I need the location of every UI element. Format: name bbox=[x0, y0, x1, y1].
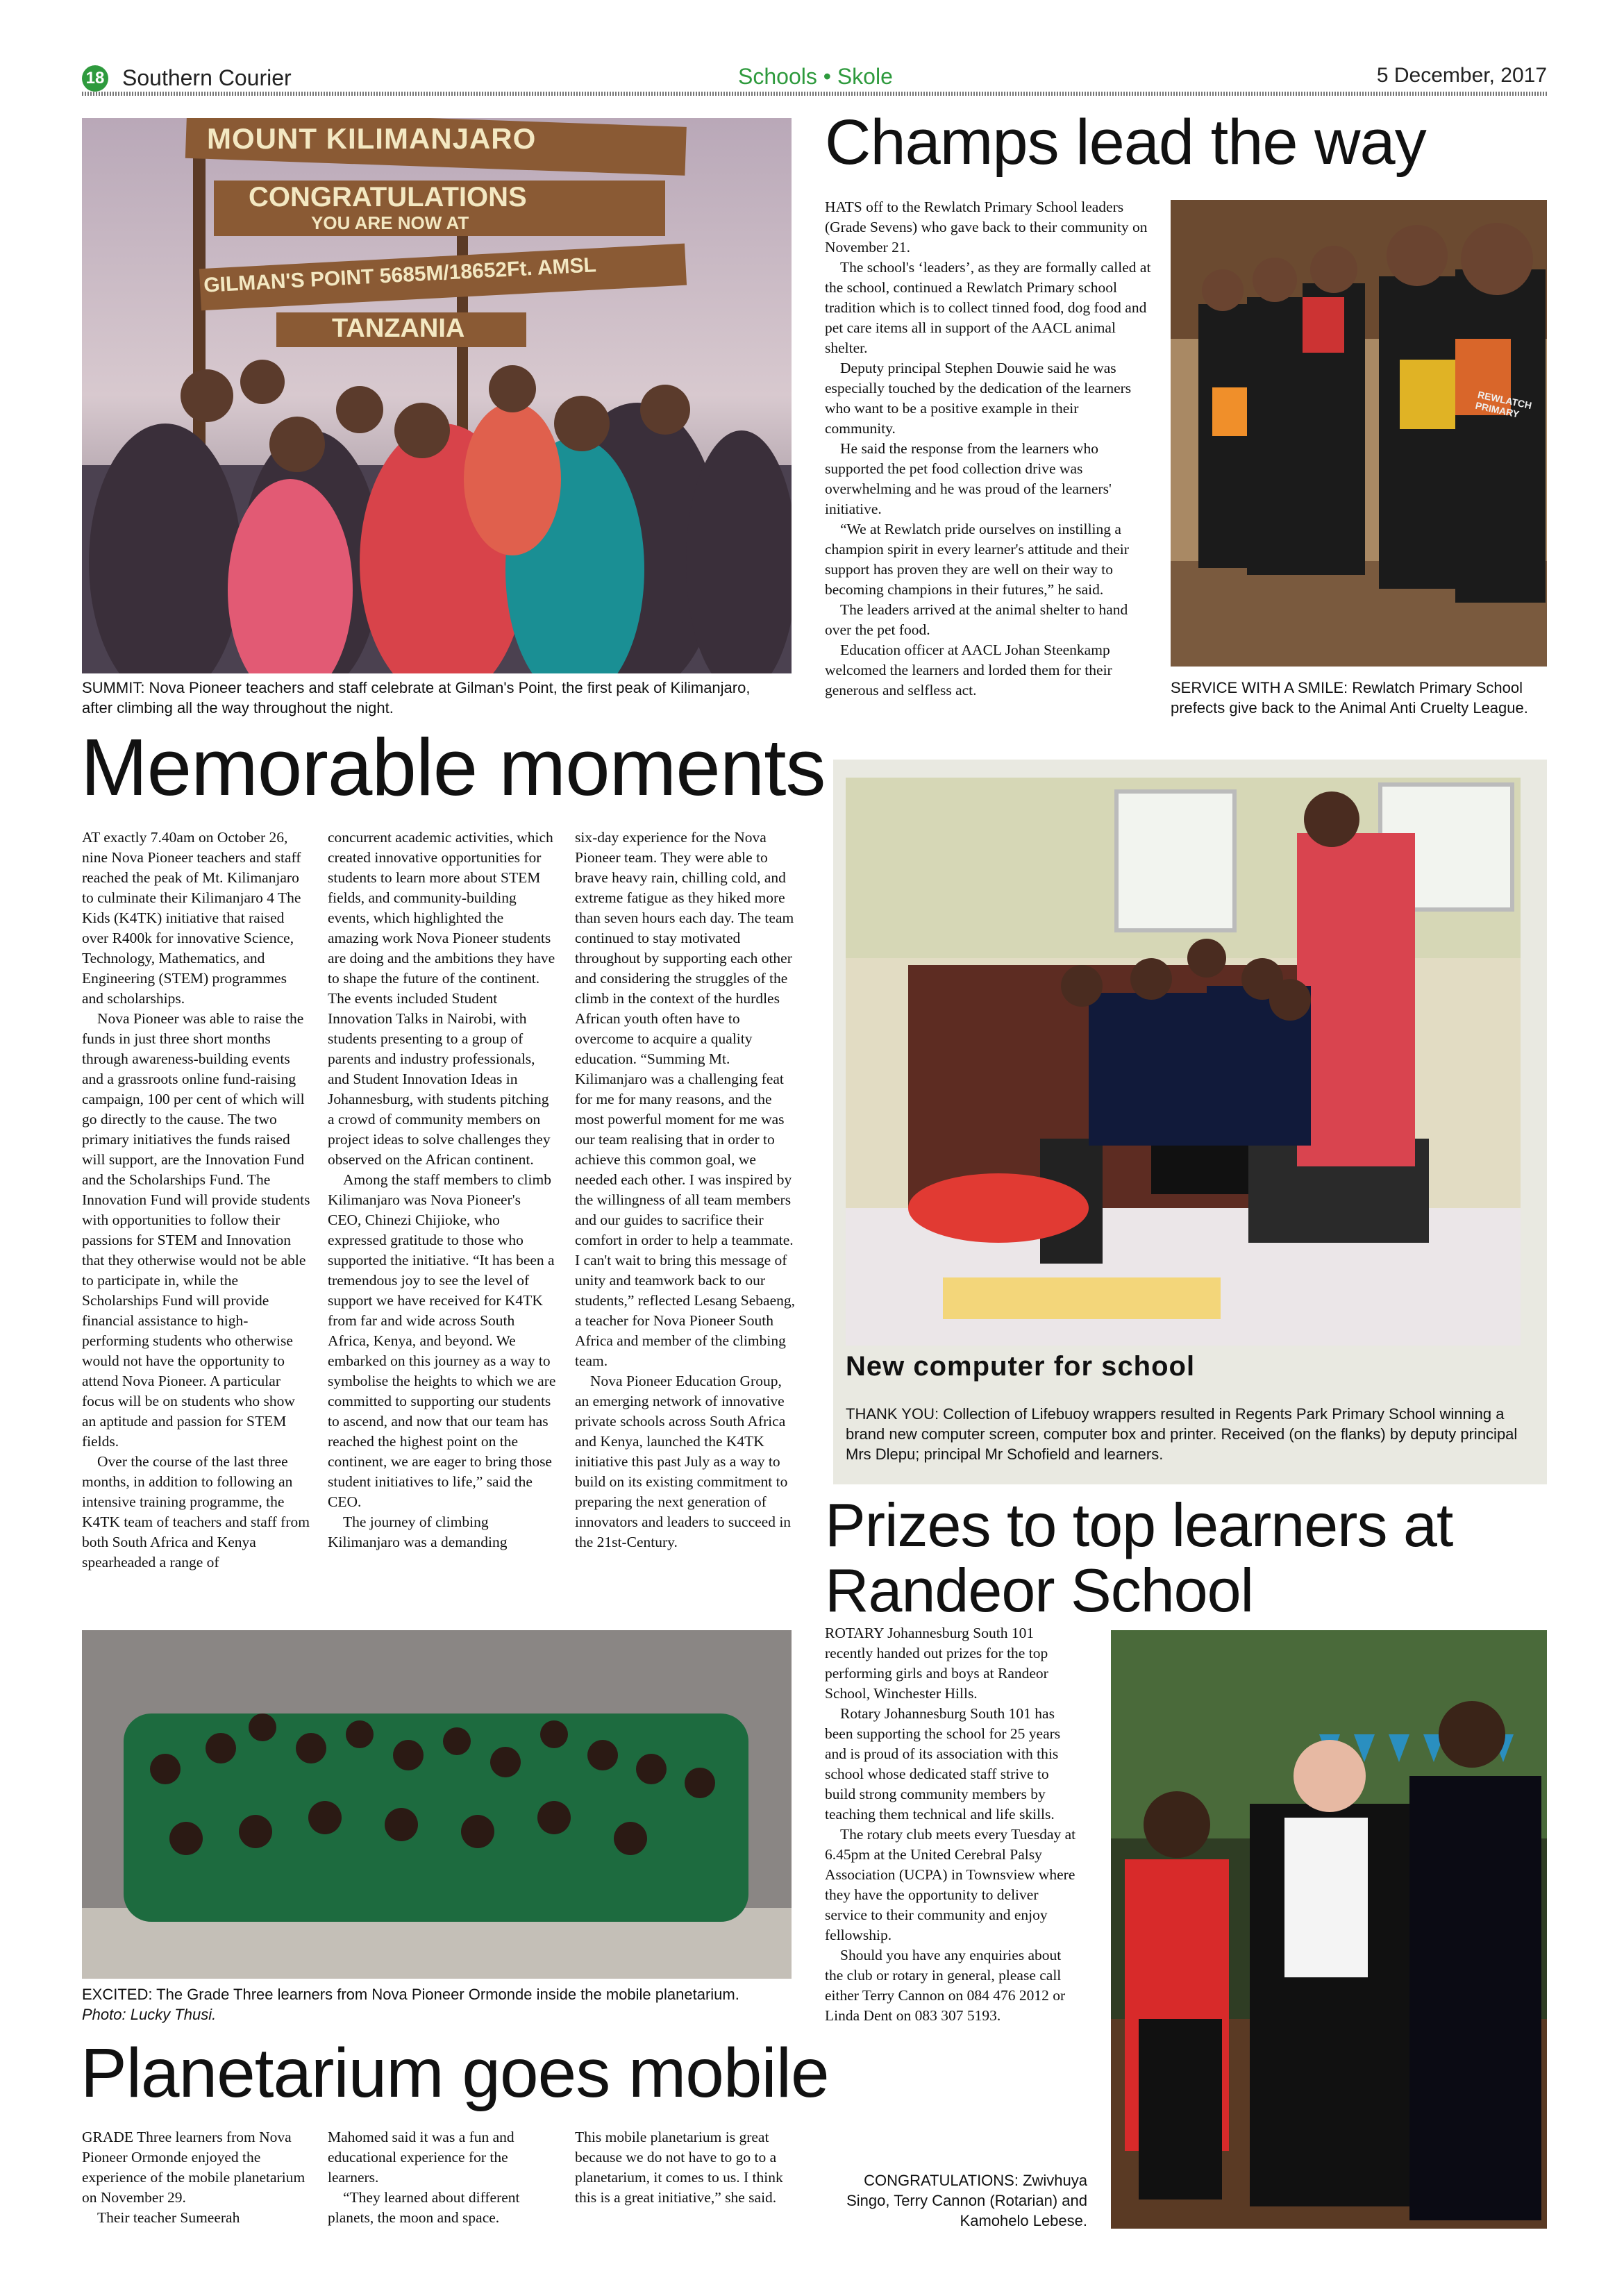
planetarium-caption bbox=[82, 1984, 783, 2025]
memorable-moments-headline: Memorable moments bbox=[81, 722, 826, 812]
memorable-para: Nova Pioneer was able to raise the funds in just three short months through awareness-building events and a grassroots online fund-raising campaign, 100 per cent of which will go directly to the cause. The two primary initiatives the funds raised will support, are the Innovation Fund and the Scholarships Fund. The Innovation Fund will provide students with opportunities to follow their passions for STEM and Innovation that they otherwise would not be able to participate in, while the Scholarships Fund will provide financial assistance to high-performing students who otherwise would not have the opportunity to attend Nova Pioneer. A particular focus will be on students who show an aptitude and passion for STEM fields. bbox=[82, 1010, 310, 1450]
sign-text-mount-kilimanjaro: MOUNT KILIMANJARO bbox=[207, 122, 537, 155]
planetarium-caption-text: EXCITED: The Grade Three learners from Nova Pioneer Ormonde inside the mobile planetarium. bbox=[82, 1986, 739, 2003]
rewlatch-prefects-photo bbox=[1171, 200, 1547, 667]
shirt-text-rewlatch: REWLATCH PRIMARY bbox=[1474, 389, 1533, 420]
memorable-para: Over the course of the last three months, in addition to following an intensive training programme, the K4TK team of teachers and staff from both South Africa and Kenya spearheaded a range of bbox=[82, 1453, 310, 1570]
memorable-para: Nova Pioneer Education Group, an emerging network of innovative private schools across South Africa and Kenya, launched the K4TK initiative this past July as a way to build on its existing commitment to preparing the next generation of innovators and leaders to succeed in the 21st-Century. bbox=[575, 1373, 792, 1550]
champs-para: The school's ‘leaders’, as they are formally called at the school, continued a Rewlatch Primary school tradition which is to collect tinned food, dog food and pet care items all in support of the AACL animal shelter. bbox=[825, 259, 1151, 356]
planetarium-para: This mobile planetarium is great because we do not have to go to a planetarium, it comes to us. I think this is a great initiative,” she said. bbox=[575, 2129, 783, 2206]
sign-text-congratulations: CONGRATULATIONS bbox=[249, 182, 527, 212]
computer-caption: THANK YOU: Collection of Lifebuoy wrappers resulted in Regents Park Primary School winning a brand new computer screen, computer box and printer. Received (on the flanks) by deputy principal Mrs Dlepu; principal Mr Schofield and learners. bbox=[846, 1405, 1518, 1463]
champs-headline: Champs lead the way bbox=[825, 107, 1426, 178]
planetarium-column-3 bbox=[575, 2127, 804, 2208]
memorable-column-2 bbox=[328, 828, 557, 1552]
memorable-para: AT exactly 7.40am on October 26, nine Nova Pioneer teachers and staff reached the peak of Mt. Kilimanjaro to culminate their Kilimanjaro 4 The Kids (K4TK) initiative that raised over R400k for innovative Science, Technology, Mathematics, and Engineering (STEM) programmes and scholarships. bbox=[82, 829, 301, 1007]
champs-para: He said the response from the learners who supported the pet food collection drive was overwhelming and he was proud of the learners' initiative. bbox=[825, 440, 1112, 517]
planetarium-para: Their teacher Sumeerah bbox=[97, 2209, 240, 2226]
champs-para: The leaders arrived at the animal shelter to hand over the pet food. bbox=[825, 601, 1128, 638]
memorable-column-3 bbox=[575, 828, 797, 1552]
prizes-body bbox=[825, 1623, 1082, 2026]
computer-headline: New computer for school bbox=[846, 1351, 1196, 1382]
masthead-rule bbox=[82, 92, 1547, 96]
sign-text-gilmans-point: GILMAN'S POINT 5685M/18652Ft. AMSL bbox=[203, 253, 597, 297]
champs-para: HATS off to the Rewlatch Primary School leaders (Grade Sevens) who gave back to their community on November 21. bbox=[825, 199, 1148, 255]
page-number: 18 bbox=[85, 69, 105, 87]
prizes-para: Should you have any enquiries about the club or rotary in general, please call either Terry Cannon on 084 476 2012 or Linda Dent on 083 307 5193. bbox=[825, 1947, 1066, 2024]
planetarium-para: Mahomed said it was a fun and educational experience for the learners. bbox=[328, 2129, 514, 2186]
issue-date: 5 December, 2017 bbox=[1376, 64, 1547, 87]
sign-text-tanzania: TANZANIA bbox=[332, 314, 465, 343]
masthead bbox=[82, 62, 1547, 94]
planetarium-photo bbox=[82, 1630, 792, 1979]
planetarium-photo-credit: Photo: Lucky Thusi. bbox=[82, 2006, 217, 2023]
sign-text-you-are-now-at: YOU ARE NOW AT bbox=[311, 212, 469, 233]
champs-para: “We at Rewlatch pride ourselves on instilling a champion spirit in every learner's attitude and their support has proven they are well on their way to becoming champions in their futures,” he said. bbox=[825, 521, 1129, 598]
randeor-prize-photo bbox=[1111, 1630, 1547, 2229]
prizes-para: Rotary Johannesburg South 101 has been supporting the school for 25 years and is proud of its association with this school whose dedicated staff strive to build strong community members by teaching them technical and life skills. bbox=[825, 1705, 1061, 1822]
memorable-column-1 bbox=[82, 828, 311, 1573]
kilimanjaro-summit-photo bbox=[82, 118, 792, 673]
memorable-para: The journey of climbing Kilimanjaro was a demanding bbox=[328, 1514, 508, 1550]
planetarium-column-2 bbox=[328, 2127, 557, 2228]
prizes-headline: Prizes to top learners at Randeor School bbox=[825, 1491, 1453, 1625]
randeor-caption: CONGRATULATIONS: Zwivhuya Singo, Terry Cannon (Rotarian) and Kamohelo Lebese. bbox=[846, 2172, 1087, 2229]
planetarium-para: GRADE Three learners from Nova Pioneer Ormonde enjoyed the experience of the mobile planetarium on November 29. bbox=[82, 2129, 305, 2206]
champs-para: Deputy principal Stephen Douwie said he was especially touched by the dedication of the learners who want to be a positive example in their community. bbox=[825, 360, 1132, 437]
section-name: Schools • Skole bbox=[738, 64, 893, 89]
champs-body bbox=[825, 197, 1151, 701]
page-number-badge bbox=[82, 65, 108, 92]
champs-para: Education officer at AACL Johan Steenkamp welcomed the learners and lorded them for their generous and selfless act. bbox=[825, 642, 1112, 698]
memorable-para: concurrent academic activities, which created innovative opportunities for students to learn more about STEM fields, and community-building events, which highlighted the amazing work Nova Pioneer students are doing and the ambitions they have to shape the future of the continent. The events included Student Innovation Talks in Nairobi, with students presenting to a group of parents and industry professionals, and Student Innovation Ideas in Johannesburg, with students pitching a crowd of community members on project ideas to solve challenges they observed on the African continent. bbox=[328, 829, 555, 1168]
publication-name: Southern Courier bbox=[122, 65, 292, 90]
rewlatch-caption: SERVICE WITH A SMILE: Rewlatch Primary School prefects give back to the Animal Anti Cruelty League. bbox=[1171, 679, 1528, 717]
planetarium-headline: Planetarium goes mobile bbox=[81, 2034, 829, 2112]
memorable-para: Among the staff members to climb Kilimanjaro was Nova Pioneer's CEO, Chinezi Chijioke, who expressed gratitude to those who supported the initiative. “It has been a tremendous joy to see the level of support we have received for K4TK from far and wide across South Africa, Kenya, and beyond. We embarked on this journey as a way to symbolise the heights to which we are committed to supporting our students to ascend, and now that our team has reached the highest point on the continent, we are eager to bring those student initiatives to life,” said the CEO. bbox=[328, 1171, 556, 1510]
prizes-para: ROTARY Johannesburg South 101 recently handed out prizes for the top performing girls and boys at Randeor School, Winchester Hills. bbox=[825, 1625, 1048, 1702]
kilimanjaro-caption: SUMMIT: Nova Pioneer teachers and staff celebrate at Gilman's Point, the first peak of Kilimanjaro, after climbing all the way throughout the night. bbox=[82, 679, 751, 717]
planetarium-para: “They learned about different planets, the moon and space. bbox=[328, 2189, 520, 2226]
memorable-para: six-day experience for the Nova Pioneer team. They were able to brave heavy rain, chilling cold, and extreme fatigue as they hiked more than seven hours each day. The team continued to stay motivated throughout by supporting each other and considering the struggles of the climb in the context of the hurdles African youth often have to overcome to acquire a quality education. “Summing Mt. Kilimanjaro was a challenging feat for me for many reasons, and the most powerful moment for me was our team realising that in order to achieve this common goal, we needed each other. I was inspired by the willingness of all team members and our guides to sacrifice their comfort in order to help a teammate. I can't wait to bring this message of unity and teamwork back to our students,” reflected Lesang Sebaeng, a teacher for Nova Pioneer South Africa and member of the climbing team. bbox=[575, 829, 795, 1369]
prizes-para: The rotary club meets every Tuesday at 6.45pm at the United Cerebral Palsy Association (UCPA) in Townsview where they have the opportunity to deliver service to their community and enjoy fellowship. bbox=[825, 1826, 1076, 1943]
computer-donation-photo bbox=[846, 778, 1521, 1346]
planetarium-column-1 bbox=[82, 2127, 311, 2228]
